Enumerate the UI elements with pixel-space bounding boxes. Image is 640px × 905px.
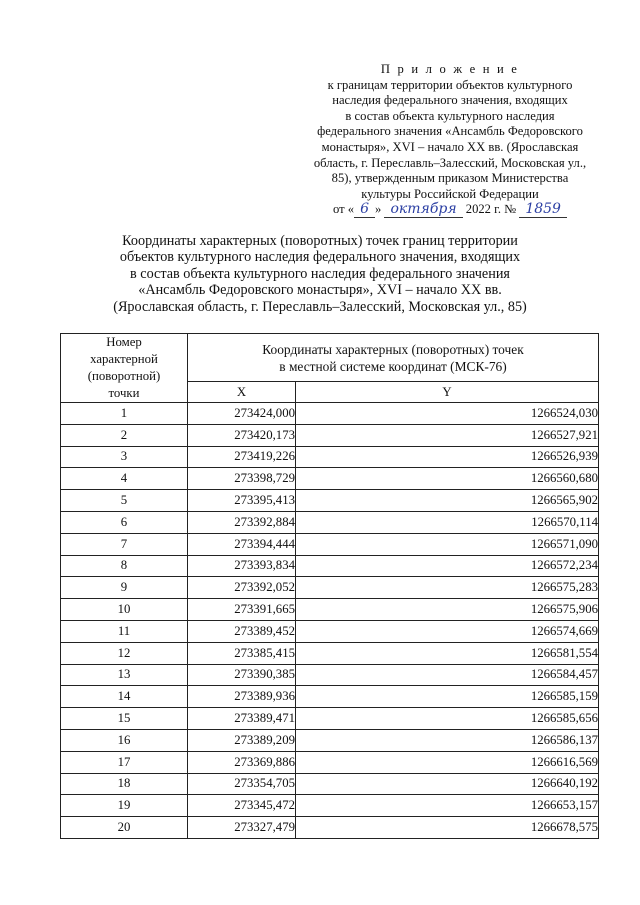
coord-y: 1266640,192 bbox=[296, 773, 599, 795]
header-line: характерной bbox=[90, 352, 158, 366]
coord-x: 273394,444 bbox=[188, 533, 296, 555]
point-number: 8 bbox=[61, 555, 188, 577]
coord-y: 1266586,137 bbox=[296, 729, 599, 751]
coord-x: 273393,834 bbox=[188, 555, 296, 577]
table-row bbox=[61, 751, 599, 773]
table-row bbox=[61, 533, 599, 555]
coord-x: 273389,209 bbox=[188, 729, 296, 751]
coord-y: 1266678,575 bbox=[296, 817, 599, 839]
handwritten-month: октября bbox=[384, 201, 462, 218]
col-header-x: X bbox=[188, 382, 296, 403]
date-prefix: от « bbox=[333, 202, 355, 217]
coord-x: 273419,226 bbox=[188, 446, 296, 468]
coord-x: 273391,665 bbox=[188, 599, 296, 621]
point-number: 10 bbox=[61, 599, 188, 621]
handwritten-day: 6 bbox=[354, 201, 375, 218]
coord-x: 273385,415 bbox=[188, 642, 296, 664]
appendix-block bbox=[300, 62, 600, 218]
table-row bbox=[61, 642, 599, 664]
coord-y: 1266572,234 bbox=[296, 555, 599, 577]
table-row bbox=[61, 664, 599, 686]
coordinates-table bbox=[60, 333, 599, 839]
coord-x: 273389,452 bbox=[188, 620, 296, 642]
point-number: 11 bbox=[61, 620, 188, 642]
col-header-number bbox=[61, 334, 188, 403]
coord-y: 1266616,569 bbox=[296, 751, 599, 773]
point-number: 12 bbox=[61, 642, 188, 664]
coord-y: 1266653,157 bbox=[296, 795, 599, 817]
year-text: 2022 г. № bbox=[465, 202, 517, 217]
coord-x: 273345,472 bbox=[188, 795, 296, 817]
coord-y: 1266526,939 bbox=[296, 446, 599, 468]
coord-x: 273327,479 bbox=[188, 817, 296, 839]
title-line: объектов культурного наследия федерального значения, входящих bbox=[119, 249, 521, 266]
table-row bbox=[61, 468, 599, 490]
point-number: 13 bbox=[61, 664, 188, 686]
coord-y: 1266575,906 bbox=[296, 599, 599, 621]
coord-y: 1266527,921 bbox=[296, 424, 599, 446]
coord-x: 273390,385 bbox=[188, 664, 296, 686]
handwritten-order-number: 1859 bbox=[519, 201, 567, 218]
appendix-line: культуры Российской Федерации bbox=[361, 186, 539, 201]
point-number: 4 bbox=[61, 468, 188, 490]
appendix-line: область, г. Переславль–Залесский, Московская ул., bbox=[313, 155, 587, 170]
point-number: 17 bbox=[61, 751, 188, 773]
header-line: Номер bbox=[106, 335, 142, 349]
table-row bbox=[61, 599, 599, 621]
appendix-line: наследия федерального значения, входящих bbox=[332, 93, 568, 108]
coord-x: 273354,705 bbox=[188, 773, 296, 795]
coord-y: 1266581,554 bbox=[296, 642, 599, 664]
coord-y: 1266565,902 bbox=[296, 490, 599, 512]
point-number: 2 bbox=[61, 424, 188, 446]
header-line: точки bbox=[108, 386, 140, 400]
col-header-coordinates bbox=[188, 334, 599, 382]
table-row bbox=[61, 620, 599, 642]
coord-x: 273392,052 bbox=[188, 577, 296, 599]
coord-y: 1266524,030 bbox=[296, 403, 599, 425]
appendix-line: федерального значения «Ансамбль Федоровского bbox=[317, 124, 583, 139]
coord-x: 273392,884 bbox=[188, 511, 296, 533]
title-line: Координаты характерных (поворотных) точек границ территории bbox=[122, 233, 518, 249]
document-title bbox=[60, 233, 580, 315]
header-line: Координаты характерных (поворотных) точек bbox=[262, 341, 524, 357]
table-row bbox=[61, 773, 599, 795]
appendix-line: в состав объекта культурного наследия bbox=[345, 108, 555, 123]
coord-y: 1266570,114 bbox=[296, 511, 599, 533]
point-number: 9 bbox=[61, 577, 188, 599]
point-number: 20 bbox=[61, 817, 188, 839]
point-number: 6 bbox=[61, 511, 188, 533]
coord-x: 273369,886 bbox=[188, 751, 296, 773]
coord-x: 273389,936 bbox=[188, 686, 296, 708]
point-number: 19 bbox=[61, 795, 188, 817]
coord-y: 1266574,669 bbox=[296, 620, 599, 642]
table-row bbox=[61, 577, 599, 599]
appendix-line: к границам территории объектов культурного bbox=[327, 77, 573, 92]
point-number: 1 bbox=[61, 403, 188, 425]
appendix-line: 85), утвержденным приказом Министерства bbox=[331, 171, 569, 186]
point-number: 16 bbox=[61, 729, 188, 751]
title-line: (Ярославская область, г. Переславль–Залесский, Московская ул., 85) bbox=[113, 298, 527, 315]
title-line: «Ансамбль Федоровского монастыря», XVI – начало XX вв. bbox=[138, 282, 502, 299]
coord-y: 1266575,283 bbox=[296, 577, 599, 599]
order-date-line bbox=[300, 202, 600, 218]
point-number: 18 bbox=[61, 773, 188, 795]
col-header-y: Y bbox=[296, 382, 599, 403]
coord-x: 273389,471 bbox=[188, 708, 296, 730]
table-row bbox=[61, 555, 599, 577]
table-row bbox=[61, 686, 599, 708]
table-row bbox=[61, 511, 599, 533]
table-row bbox=[61, 729, 599, 751]
point-number: 15 bbox=[61, 708, 188, 730]
header-line: в местной системе координат (МСК-76) bbox=[279, 358, 507, 374]
table-body bbox=[61, 403, 599, 839]
coord-y: 1266584,457 bbox=[296, 664, 599, 686]
coord-y: 1266571,090 bbox=[296, 533, 599, 555]
point-number: 5 bbox=[61, 490, 188, 512]
date-sep: » bbox=[375, 202, 382, 217]
point-number: 3 bbox=[61, 446, 188, 468]
table-row bbox=[61, 817, 599, 839]
coord-x: 273420,173 bbox=[188, 424, 296, 446]
title-line: в состав объекта культурного наследия федерального значения bbox=[130, 265, 510, 282]
coord-y: 1266585,656 bbox=[296, 708, 599, 730]
coord-x: 273424,000 bbox=[188, 403, 296, 425]
coord-y: 1266560,680 bbox=[296, 468, 599, 490]
point-number: 7 bbox=[61, 533, 188, 555]
table-row bbox=[61, 490, 599, 512]
table-row bbox=[61, 403, 599, 425]
coord-x: 273398,729 bbox=[188, 468, 296, 490]
coord-x: 273395,413 bbox=[188, 490, 296, 512]
table-row bbox=[61, 708, 599, 730]
point-number: 14 bbox=[61, 686, 188, 708]
table-row bbox=[61, 424, 599, 446]
table-row bbox=[61, 446, 599, 468]
table-row bbox=[61, 795, 599, 817]
appendix-line: монастыря», XVI – начало XX вв. (Ярославская bbox=[321, 139, 579, 154]
appendix-heading: П р и л о ж е н и е bbox=[380, 62, 520, 76]
coord-y: 1266585,159 bbox=[296, 686, 599, 708]
header-line: (поворотной) bbox=[87, 369, 161, 383]
